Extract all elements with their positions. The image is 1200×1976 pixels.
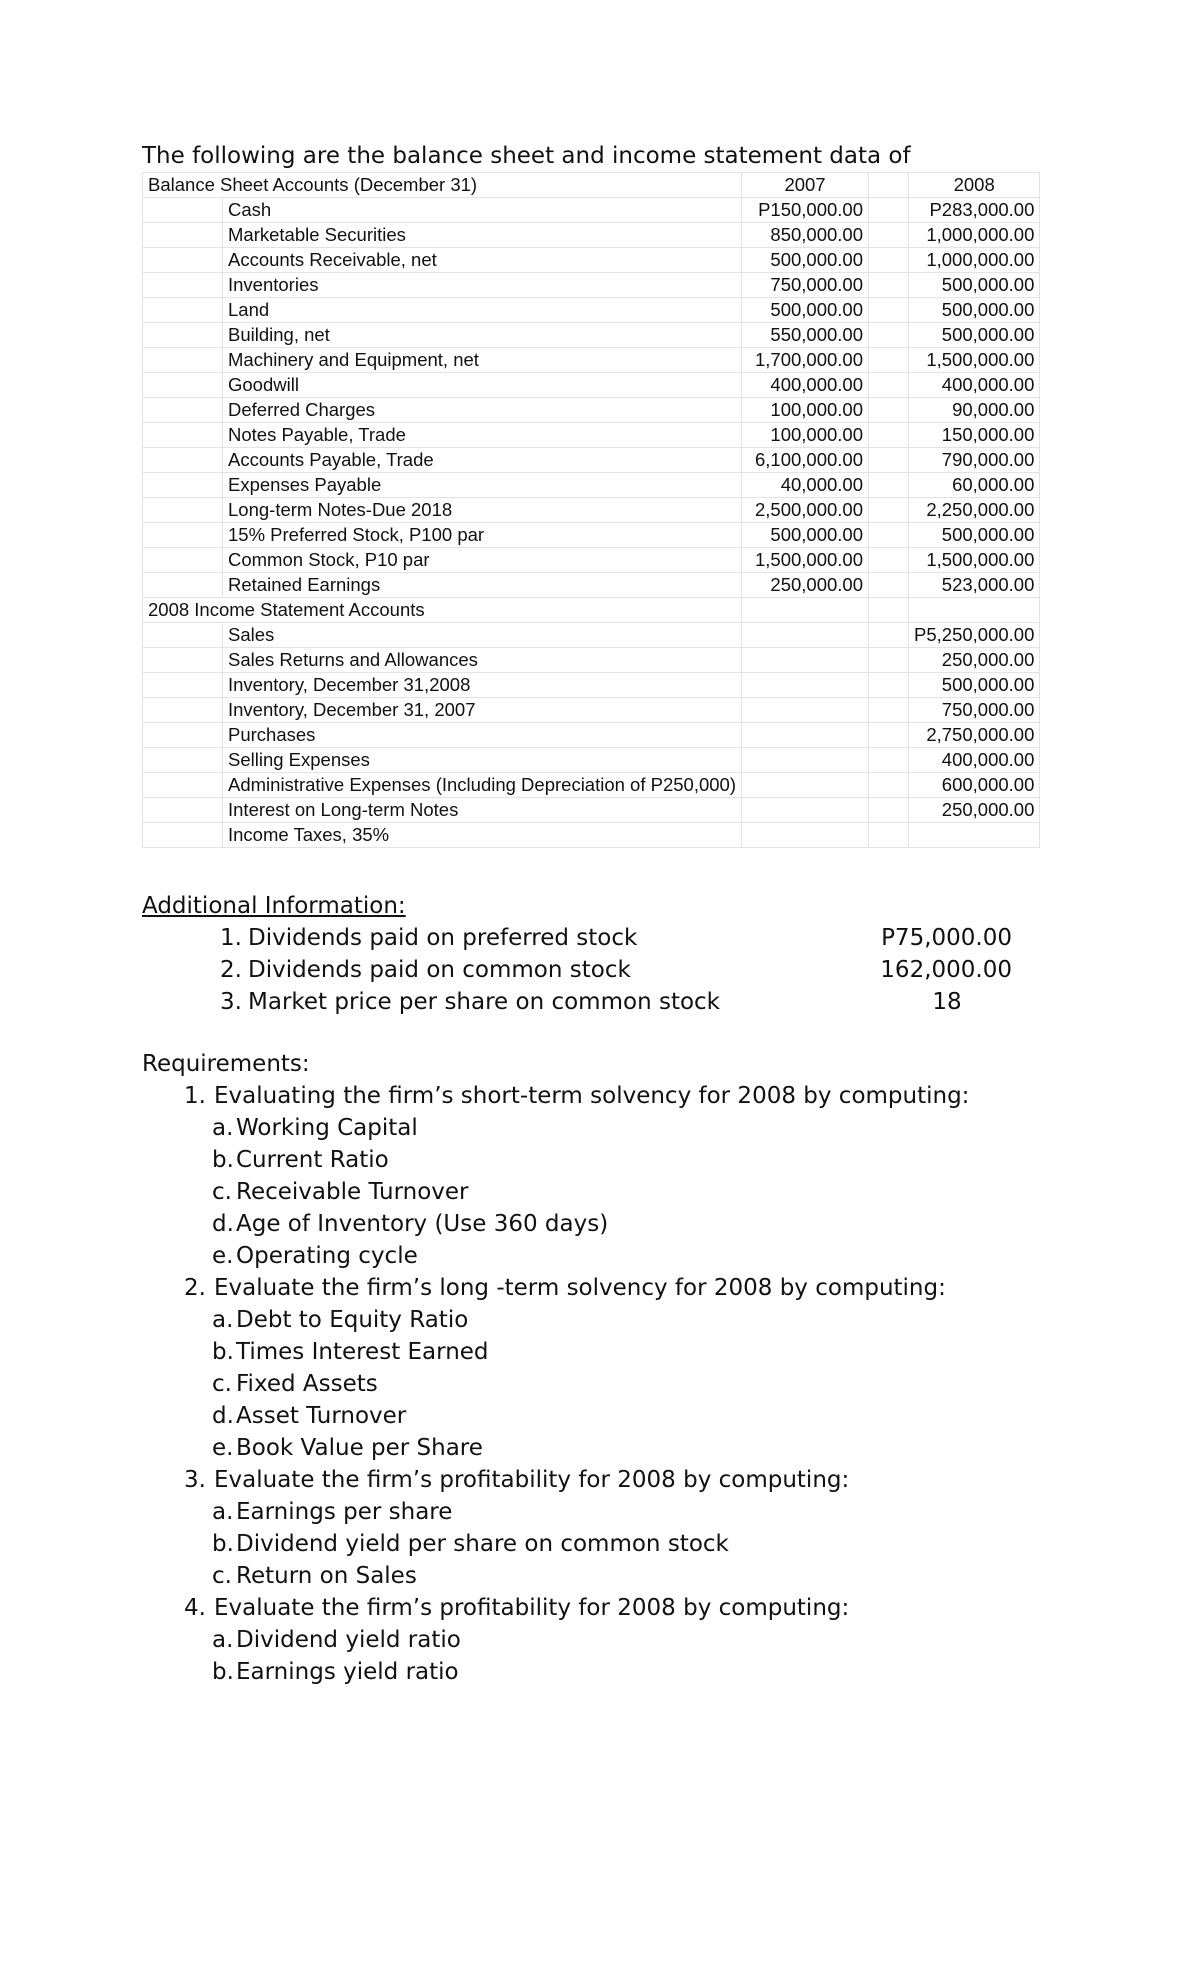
balance-sheet-header-row: [143, 173, 1040, 198]
income-statement-header-row: [143, 598, 1040, 623]
requirements-title: Requirements:: [142, 1051, 310, 1077]
item-text: Dividends paid on preferred stock: [248, 925, 638, 951]
value-2007: 850,000.00: [742, 223, 869, 248]
account-label: Long-term Notes-Due 2018: [223, 498, 742, 523]
value-2008: 90,000.00: [909, 398, 1040, 423]
requirement-text: Evaluate the firm’s profitability for 2008 by computing:: [214, 1595, 850, 1621]
value-2007: 250,000.00: [742, 573, 869, 598]
value-2007: 500,000.00: [742, 523, 869, 548]
sub-letter: c.: [212, 1563, 232, 1589]
requirement-item: [176, 1272, 969, 1464]
requirement-text: Evaluating the firm’s short-term solvency for 2008 by computing:: [214, 1083, 970, 1109]
income-statement-header: 2008 Income Statement Accounts: [143, 598, 742, 623]
sub-text: Working Capital: [236, 1115, 418, 1141]
table-row: [143, 823, 1040, 848]
table-row: [143, 748, 1040, 773]
sub-letter: b.: [212, 1659, 234, 1685]
sub-requirement: [176, 1560, 969, 1592]
sub-letter: b.: [212, 1147, 234, 1173]
sub-letter: d.: [212, 1211, 234, 1237]
account-label: Selling Expenses: [223, 748, 742, 773]
value-2008: 1,000,000.00: [909, 248, 1040, 273]
table-row: [143, 198, 1040, 223]
balance-sheet-header: Balance Sheet Accounts (December 31): [143, 173, 742, 198]
account-label: Accounts Receivable, net: [223, 248, 742, 273]
value-2008: 250,000.00: [909, 648, 1040, 673]
additional-info-list: [212, 922, 1012, 1018]
account-label: Goodwill: [223, 373, 742, 398]
sub-text: Return on Sales: [236, 1563, 417, 1589]
additional-info-item: [212, 922, 1012, 954]
value-2008: 400,000.00: [909, 748, 1040, 773]
value-2007: 500,000.00: [742, 298, 869, 323]
requirement-number: 4.: [184, 1595, 206, 1621]
sub-letter: e.: [212, 1243, 234, 1269]
sub-requirement: [176, 1368, 969, 1400]
col-header-2007: 2007: [742, 173, 869, 198]
intro-text: The following are the balance sheet and income statement data of: [142, 143, 911, 169]
table-row: [143, 548, 1040, 573]
requirement-line: [176, 1272, 969, 1304]
value-2008: 500,000.00: [909, 323, 1040, 348]
account-label: Inventory, December 31, 2007: [223, 698, 742, 723]
value-2007: 2,500,000.00: [742, 498, 869, 523]
table-row: [143, 648, 1040, 673]
table-row: [143, 773, 1040, 798]
table-row: [143, 348, 1040, 373]
requirement-item: [176, 1464, 969, 1592]
value-2008: 2,750,000.00: [909, 723, 1040, 748]
table-row: [143, 448, 1040, 473]
sub-text: Earnings yield ratio: [236, 1659, 459, 1685]
requirement-item: [176, 1592, 969, 1688]
table-row: [143, 248, 1040, 273]
sub-text: Debt to Equity Ratio: [236, 1307, 469, 1333]
sub-text: Asset Turnover: [236, 1403, 407, 1429]
sub-letter: a.: [212, 1627, 234, 1653]
sub-requirement: [176, 1528, 969, 1560]
value-2007: 100,000.00: [742, 398, 869, 423]
value-2008: 150,000.00: [909, 423, 1040, 448]
requirement-text: Evaluate the firm’s long -term solvency for 2008 by computing:: [214, 1275, 946, 1301]
account-label: Common Stock, P10 par: [223, 548, 742, 573]
item-value: 162,000.00: [880, 957, 1012, 983]
value-2008: 1,500,000.00: [909, 348, 1040, 373]
sub-requirement: [176, 1624, 969, 1656]
account-label: Inventories: [223, 273, 742, 298]
additional-info-item: [212, 954, 1012, 986]
table-row: [143, 573, 1040, 598]
table-row: [143, 723, 1040, 748]
table-row: [143, 473, 1040, 498]
value-2008: 250,000.00: [909, 798, 1040, 823]
value-2007: 400,000.00: [742, 373, 869, 398]
account-label: Cash: [223, 198, 742, 223]
col-header-2008: 2008: [909, 173, 1040, 198]
value-2007: 6,100,000.00: [742, 448, 869, 473]
sub-text: Age of Inventory (Use 360 days): [236, 1211, 609, 1237]
sub-text: Times Interest Earned: [236, 1339, 489, 1365]
value-2007: 500,000.00: [742, 248, 869, 273]
requirement-text: Evaluate the firm’s profitability for 2008 by computing:: [214, 1467, 850, 1493]
sub-letter: d.: [212, 1403, 234, 1429]
item-text: Dividends paid on common stock: [248, 957, 631, 983]
sub-requirement: [176, 1208, 969, 1240]
sub-text: Dividend yield ratio: [236, 1627, 461, 1653]
sub-requirement: [176, 1656, 969, 1688]
sub-text: Book Value per Share: [236, 1435, 483, 1461]
value-2007: 100,000.00: [742, 423, 869, 448]
value-2008: 500,000.00: [909, 298, 1040, 323]
additional-info-item: [212, 986, 1012, 1018]
item-number: 1.: [220, 925, 242, 951]
value-2008: 2,250,000.00: [909, 498, 1040, 523]
requirements-list: [176, 1080, 969, 1688]
value-2008: P283,000.00: [909, 198, 1040, 223]
table-row: [143, 323, 1040, 348]
table-row: [143, 698, 1040, 723]
item-value: P75,000.00: [881, 925, 1012, 951]
value-2007: 550,000.00: [742, 323, 869, 348]
value-2007: 1,700,000.00: [742, 348, 869, 373]
item-number: 2.: [220, 957, 242, 983]
sub-requirement: [176, 1400, 969, 1432]
value-2008: 523,000.00: [909, 573, 1040, 598]
value-2008: 400,000.00: [909, 373, 1040, 398]
sub-text: Fixed Assets: [236, 1371, 378, 1397]
sub-letter: a.: [212, 1115, 234, 1141]
requirement-item: [176, 1080, 969, 1272]
sub-text: Receivable Turnover: [236, 1179, 469, 1205]
item-number: 3.: [220, 989, 242, 1015]
account-label: Accounts Payable, Trade: [223, 448, 742, 473]
account-label: Interest on Long-term Notes: [223, 798, 742, 823]
value-2008: P5,250,000.00: [909, 623, 1040, 648]
value-2008: 60,000.00: [909, 473, 1040, 498]
item-value: 18: [932, 989, 962, 1015]
account-label: Notes Payable, Trade: [223, 423, 742, 448]
table-row: [143, 623, 1040, 648]
account-label: Inventory, December 31,2008: [223, 673, 742, 698]
value-2008: 790,000.00: [909, 448, 1040, 473]
sub-requirement: [176, 1432, 969, 1464]
value-2008: 500,000.00: [909, 673, 1040, 698]
item-text: Market price per share on common stock: [248, 989, 720, 1015]
sub-letter: c.: [212, 1179, 232, 1205]
account-label: Sales: [223, 623, 742, 648]
sub-requirement: [176, 1144, 969, 1176]
value-2007: 1,500,000.00: [742, 548, 869, 573]
sub-requirement: [176, 1240, 969, 1272]
account-label: Income Taxes, 35%: [223, 823, 742, 848]
value-2008: 500,000.00: [909, 273, 1040, 298]
sub-requirement: [176, 1336, 969, 1368]
sub-text: Operating cycle: [236, 1243, 418, 1269]
table-row: [143, 523, 1040, 548]
account-label: 15% Preferred Stock, P100 par: [223, 523, 742, 548]
value-2008: 600,000.00: [909, 773, 1040, 798]
requirement-line: [176, 1464, 969, 1496]
value-2007: 750,000.00: [742, 273, 869, 298]
sub-text: Earnings per share: [236, 1499, 453, 1525]
value-2007: P150,000.00: [742, 198, 869, 223]
requirement-line: [176, 1592, 969, 1624]
sub-letter: e.: [212, 1435, 234, 1461]
table-row: [143, 673, 1040, 698]
table-row: [143, 223, 1040, 248]
table-row: [143, 398, 1040, 423]
value-2008: 750,000.00: [909, 698, 1040, 723]
sub-letter: a.: [212, 1307, 234, 1333]
table-row: [143, 298, 1040, 323]
value-2008: 1,500,000.00: [909, 548, 1040, 573]
sub-letter: b.: [212, 1339, 234, 1365]
sub-requirement: [176, 1176, 969, 1208]
sub-requirement: [176, 1112, 969, 1144]
sub-letter: a.: [212, 1499, 234, 1525]
account-label: Purchases: [223, 723, 742, 748]
requirement-line: [176, 1080, 969, 1112]
value-2008: 500,000.00: [909, 523, 1040, 548]
requirement-number: 3.: [184, 1467, 206, 1493]
table-row: [143, 423, 1040, 448]
sub-letter: b.: [212, 1531, 234, 1557]
table-row: [143, 798, 1040, 823]
account-label: Retained Earnings: [223, 573, 742, 598]
table-row: [143, 498, 1040, 523]
account-label: Sales Returns and Allowances: [223, 648, 742, 673]
value-2008: 1,000,000.00: [909, 223, 1040, 248]
additional-info-title: Additional Information:: [142, 893, 406, 919]
account-label: Building, net: [223, 323, 742, 348]
sub-text: Dividend yield per share on common stock: [236, 1531, 729, 1557]
financial-data-table: [142, 172, 1040, 848]
value-2008: [909, 823, 1040, 848]
value-2007: 40,000.00: [742, 473, 869, 498]
table-row: [143, 273, 1040, 298]
account-label: Marketable Securities: [223, 223, 742, 248]
sub-letter: c.: [212, 1371, 232, 1397]
sub-requirement: [176, 1304, 969, 1336]
table-row: [143, 373, 1040, 398]
account-label: Land: [223, 298, 742, 323]
account-label: Deferred Charges: [223, 398, 742, 423]
sub-text: Current Ratio: [236, 1147, 389, 1173]
account-label: Administrative Expenses (Including Depreciation of P250,000): [223, 773, 742, 798]
sub-requirement: [176, 1496, 969, 1528]
account-label: Machinery and Equipment, net: [223, 348, 742, 373]
account-label: Expenses Payable: [223, 473, 742, 498]
requirement-number: 2.: [184, 1275, 206, 1301]
requirement-number: 1.: [184, 1083, 206, 1109]
